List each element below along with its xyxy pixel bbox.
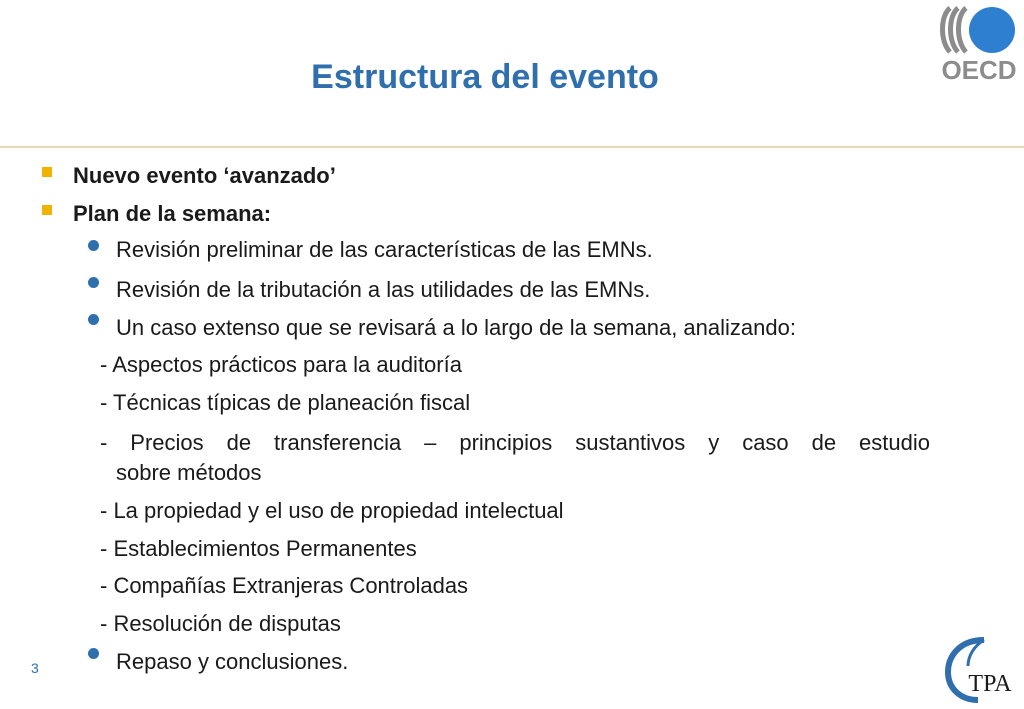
dash-item-intellectual-property: - La propiedad y el uso de propiedad intelectual [100, 498, 564, 523]
square-bullet-icon [42, 167, 52, 177]
round-bullet-icon [88, 314, 99, 325]
page-number: 3 [31, 660, 39, 676]
level1-item-week-plan: Plan de la semana: [73, 201, 272, 226]
dash-item-audit-aspects: - Aspectos prácticos para la auditoría [100, 352, 462, 377]
bullet-item-review-taxation: Revisión de la tributación a las utilidades de las EMNs. [116, 277, 651, 302]
dash-item-cfc: - Compañías Extranjeras Controladas [100, 573, 469, 598]
dash-item-transfer-pricing: - Precios de transferencia – principios sustantivos y caso de estudio [100, 430, 930, 455]
bullet-item-extended-case: Un caso extenso que se revisará a lo largo de la semana, analizando: [116, 315, 796, 340]
ctpa-logo [944, 636, 1020, 704]
round-bullet-icon [88, 240, 99, 251]
ctpa-wordmark: TPA [968, 671, 1012, 697]
slide-title: Estructura del evento [311, 58, 659, 96]
bullet-item-review-conclusions: Repaso y conclusiones. [116, 649, 349, 674]
round-bullet-icon [88, 277, 99, 288]
bullet-item-review-characteristics: Revisión preliminar de las características de las EMNs. [116, 237, 653, 262]
dash-item-transfer-pricing-continued: sobre métodos [116, 460, 262, 485]
title-divider [0, 146, 1024, 148]
square-bullet-icon [42, 205, 52, 215]
dash-item-dispute-resolution: - Resolución de disputas [100, 611, 341, 636]
dash-item-permanent-establishments: - Establecimientos Permanentes [100, 536, 417, 561]
dash-item-tax-planning: - Técnicas típicas de planeación fiscal [100, 390, 471, 415]
round-bullet-icon [88, 648, 99, 659]
oecd-wordmark: OECD [941, 55, 1017, 82]
level1-item-new-event: Nuevo evento ‘avanzado’ [73, 163, 336, 188]
